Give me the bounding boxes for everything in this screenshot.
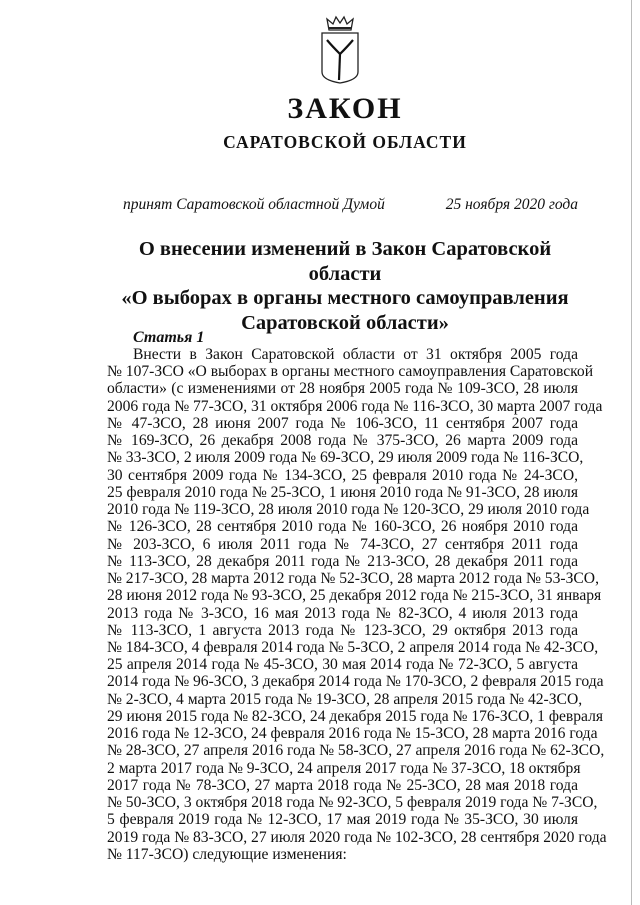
coat-of-arms-emblem — [318, 14, 362, 84]
body-line: № 50-ЗСО, 3 октября 2018 года № 92-ЗСО, 5 февраля 2019 года № 7-ЗСО, — [107, 794, 598, 812]
body-line: 2 марта 2017 года № 9-ЗСО, 24 апреля 2017 года № 37-ЗСО, 18 октября — [107, 759, 581, 777]
body-line: № 113-ЗСО, 28 декабря 2011 года № 213-ЗСО, 28 декабря 2011 года — [107, 552, 578, 570]
scan-edge-line — [631, 0, 632, 905]
body-line: 2019 года № 83-ЗСО, 27 июля 2020 года № 102-ЗСО, 28 сентября 2020 года — [107, 828, 607, 846]
body-line: № 184-ЗСО, 4 февраля 2014 года № 5-ЗСО, 2 апреля 2014 года № 42-ЗСО, — [107, 638, 599, 656]
article-title: Статья 1 — [133, 329, 205, 346]
heading-line: «О выборах в органы местного самоуправления — [121, 287, 569, 309]
body-line: 25 апреля 2014 года № 45-ЗСО, 30 мая 2014 года № 72-ЗСО, 5 августа — [107, 656, 578, 674]
body-line: 29 июня 2015 года № 82-ЗСО, 24 декабря 2015 года № 176-ЗСО, 1 февраля — [107, 707, 604, 725]
body-line: 30 сентября 2009 года № 134-ЗСО, 25 февраля 2010 года № 24-ЗСО, — [107, 466, 578, 484]
body-line: 5 февраля 2019 года № 12-ЗСО, 17 мая 2019 года № 35-ЗСО, 30 июля — [107, 811, 578, 829]
adoption-date: 25 ноября 2020 года — [445, 196, 578, 213]
body-line: № 28-ЗСО, 27 апреля 2016 года № 58-ЗСО, 27 апреля 2016 года № 62-ЗСО, — [107, 742, 605, 760]
body-line: № 47-ЗСО, 28 июня 2007 года № 106-ЗСО, 11 сентября 2007 года — [107, 414, 578, 432]
article-body — [107, 346, 607, 863]
body-line: № 113-ЗСО, 1 августа 2013 года № 123-ЗСО, 29 октября 2013 года — [107, 621, 578, 639]
heading-line: О внесении изменений в Закон Саратовской области — [138, 238, 552, 285]
body-line: Внести в Закон Саратовской области от 31 октября 2005 года — [133, 346, 578, 363]
heading-line: Саратовской области» — [241, 311, 449, 334]
body-line: 25 февраля 2010 года № 25-ЗСО, 1 июня 2010 года № 91-ЗСО, 28 июля — [107, 483, 578, 501]
body-line: области» (с изменениями от 28 ноября 2005 года № 109-ЗСО, 28 июля — [107, 380, 578, 398]
law-heading — [100, 237, 590, 335]
body-line: 2014 года № 96-ЗСО, 3 декабря 2014 года № 170-ЗСО, 2 февраля 2015 года — [107, 673, 604, 691]
body-line: № 117-ЗСО) следующие изменения: — [107, 845, 347, 863]
document-title: ЗАКОН — [287, 92, 403, 125]
body-line: 28 июня 2012 года № 93-ЗСО, 25 декабря 2012 года № 215-ЗСО, 31 января — [107, 587, 602, 605]
adopted-by: принят Саратовской областной Думой — [123, 196, 385, 213]
body-line: № 33-ЗСО, 2 июля 2009 года № 69-ЗСО, 29 июля 2009 года № 116-ЗСО, — [107, 449, 584, 467]
body-line: 2010 года № 119-ЗСО, 28 июля 2010 года № 120-ЗСО, 29 июля 2010 года — [107, 501, 590, 519]
body-line: 2017 года № 78-ЗСО, 27 марта 2018 года № 25-ЗСО, 28 мая 2018 года — [107, 776, 578, 794]
body-line: № 126-ЗСО, 28 сентября 2010 года № 160-ЗСО, 26 ноября 2010 года — [107, 518, 578, 536]
body-line: № 217-ЗСО, 28 марта 2012 года № 52-ЗСО, 28 марта 2012 года № 53-ЗСО, — [107, 570, 599, 588]
body-line: 2013 года № 3-ЗСО, 16 мая 2013 года № 82-ЗСО, 4 июля 2013 года — [107, 604, 578, 622]
body-line: № 2-ЗСО, 4 марта 2015 года № 19-ЗСО, 28 апреля 2015 года № 42-ЗСО, — [107, 690, 583, 708]
body-line: № 107-ЗСО «О выборах в органы местного самоуправления Саратовской — [107, 363, 594, 381]
body-line: 2016 года № 12-ЗСО, 24 февраля 2016 года № 15-ЗСО, 28 марта 2016 года — [107, 725, 598, 743]
body-line: 2006 года № 77-ЗСО, 31 октября 2006 года № 116-ЗСО, 30 марта 2007 года — [107, 397, 603, 415]
body-line: № 169-ЗСО, 26 декабря 2008 года № 375-ЗСО, 26 марта 2009 года — [107, 432, 578, 450]
document-subtitle: САРАТОВСКОЙ ОБЛАСТИ — [223, 132, 467, 152]
body-line: № 203-ЗСО, 6 июля 2011 года № 74-ЗСО, 27 сентября 2011 года — [107, 535, 578, 553]
